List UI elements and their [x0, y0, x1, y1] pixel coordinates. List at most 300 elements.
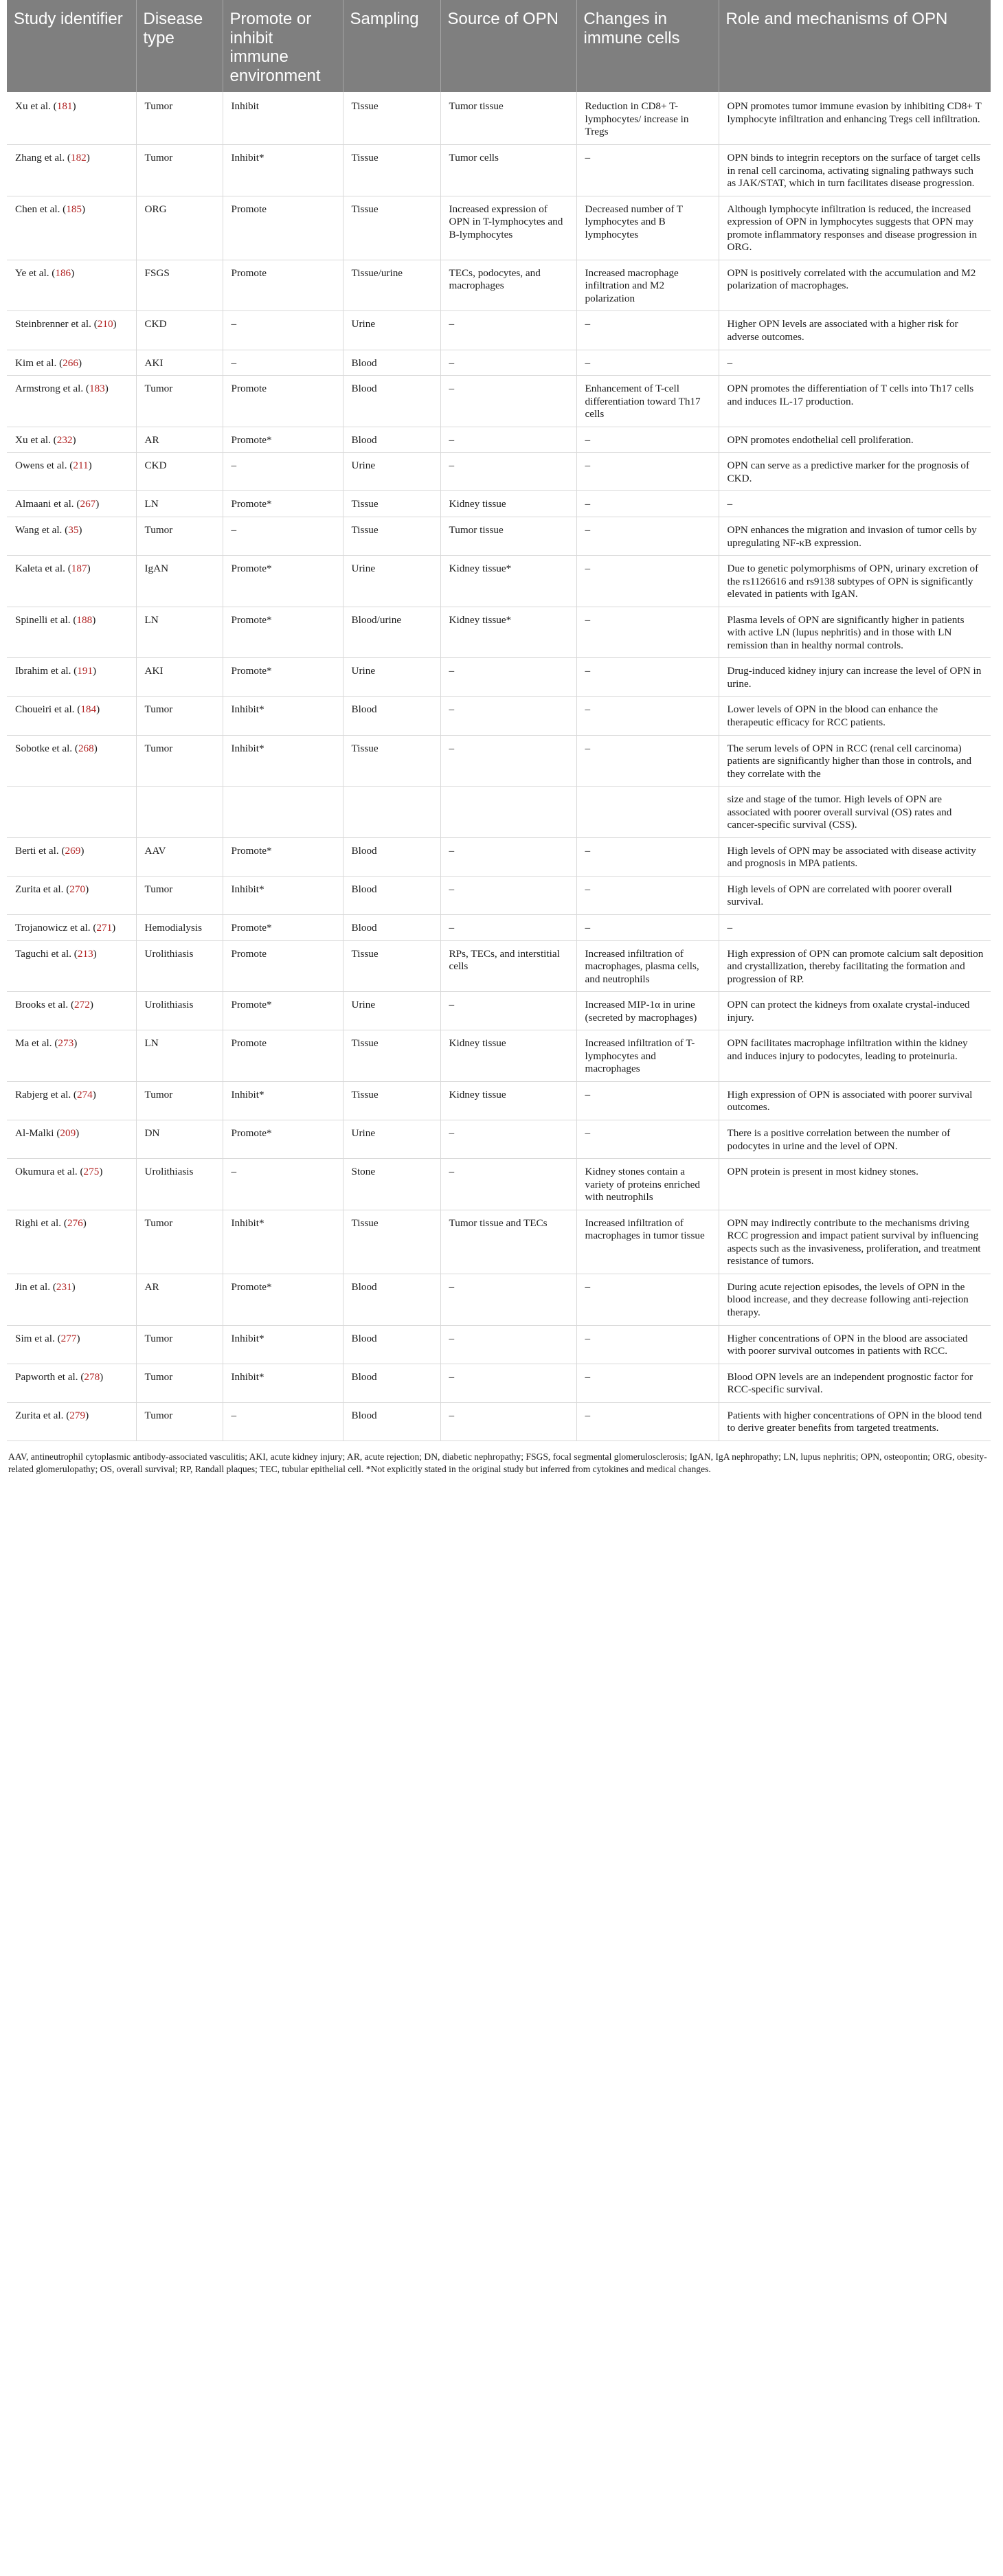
study-paren: ): [104, 383, 109, 395]
cell-source: –: [440, 837, 576, 876]
cell-role: OPN facilitates macrophage infiltration within the kidney and induces injury to podocytes, leading to proteinuria.: [719, 1030, 991, 1082]
cell-role: –: [719, 350, 991, 376]
cell-source: –: [440, 1159, 576, 1210]
study-author: Ibrahim et al. (: [15, 665, 78, 677]
cell-immune: –: [576, 876, 719, 914]
cell-disease: Tumor: [136, 735, 223, 787]
reference-link[interactable]: 184: [80, 703, 97, 716]
cell-sampling: Blood: [343, 1325, 440, 1364]
study-author: Wang et al. (: [15, 523, 69, 536]
study-author: Trojanowicz et al. (: [15, 921, 97, 934]
cell-effect: –: [223, 1159, 343, 1210]
study-paren: ): [74, 1037, 78, 1050]
cell-disease: FSGS: [136, 260, 223, 311]
cell-effect: Inhibit*: [223, 1364, 343, 1402]
cell-source: –: [440, 350, 576, 376]
study-author: Ye et al. (: [15, 267, 56, 279]
cell-effect: Promote*: [223, 837, 343, 876]
cell-effect: Promote*: [223, 992, 343, 1030]
study-author: Zhang et al. (: [15, 152, 71, 164]
cell-source: Tumor tissue: [440, 92, 576, 144]
cell-immune: Increased macrophage infiltration and M2 polarization: [576, 260, 719, 311]
cell-immune: Increased MIP-1α in urine (secreted by macrophages): [576, 992, 719, 1030]
study-author: Papworth et al. (: [15, 1370, 84, 1383]
cell-disease: Tumor: [136, 376, 223, 427]
cell-disease: CKD: [136, 311, 223, 350]
cell-immune: –: [576, 914, 719, 940]
cell-source: –: [440, 376, 576, 427]
reference-link[interactable]: 188: [76, 613, 93, 626]
cell-sampling: Tissue: [343, 517, 440, 555]
cell-study: [7, 1159, 136, 1210]
cell-immune: Reduction in CD8+ T-lymphocytes/ increase in Tregs: [576, 92, 719, 144]
cell-disease: Tumor: [136, 1402, 223, 1440]
cell-effect: –: [223, 311, 343, 350]
column-header-effect: Promote or inhibit immune environment: [223, 0, 343, 92]
cell-source: Kidney tissue*: [440, 607, 576, 658]
reference-link[interactable]: 275: [83, 1166, 100, 1178]
cell-study: [7, 196, 136, 260]
cell-study: [7, 607, 136, 658]
cell-immune: Increased infiltration of T-lymphocytes and macrophages: [576, 1030, 719, 1082]
cell-disease: AAV: [136, 837, 223, 876]
cell-sampling: Tissue: [343, 1081, 440, 1120]
reference-link[interactable]: 279: [69, 1409, 86, 1421]
study-paren: ): [88, 460, 92, 472]
cell-effect: Inhibit*: [223, 735, 343, 787]
table-row: [7, 837, 991, 876]
table-row: [7, 1030, 991, 1082]
cell-source: –: [440, 697, 576, 735]
study-paren: ): [80, 844, 84, 857]
study-author: Okumura et al. (: [15, 1166, 84, 1178]
table-row: [7, 658, 991, 697]
table-row: [7, 427, 991, 453]
cell-role: OPN can serve as a predictive marker for the prognosis of CKD.: [719, 453, 991, 491]
cell-role: There is a positive correlation between the number of podocytes in urine and the level of OPN.: [719, 1120, 991, 1159]
reference-link[interactable]: 271: [96, 921, 113, 934]
cell-role: OPN can protect the kidneys from oxalate crystal-induced injury.: [719, 992, 991, 1030]
cell-sampling: Tissue: [343, 1210, 440, 1274]
cell-immune: Enhancement of T-cell differentiation toward Th17 cells: [576, 376, 719, 427]
study-author: Berti et al. (: [15, 844, 65, 857]
study-paren: ): [78, 523, 82, 536]
study-paren: ): [93, 665, 97, 677]
study-author: Brooks et al. (: [15, 999, 75, 1011]
study-author: Al-Malki (: [15, 1127, 60, 1139]
study-author: Kaleta et al. (: [15, 563, 71, 575]
cell-disease: Urolithiasis: [136, 992, 223, 1030]
cell-source: Kidney tissue: [440, 491, 576, 517]
cell-disease: Tumor: [136, 517, 223, 555]
cell-disease: Urolithiasis: [136, 1159, 223, 1210]
table-row: [7, 311, 991, 350]
column-header-immune: Changes in immune cells: [576, 0, 719, 92]
study-paren: ): [85, 1409, 89, 1421]
cell-immune: –: [576, 1120, 719, 1159]
cell-effect: –: [223, 350, 343, 376]
reference-link[interactable]: 231: [56, 1280, 72, 1293]
cell-sampling: Urine: [343, 453, 440, 491]
cell-role: OPN enhances the migration and invasion of tumor cells by upregulating NF-κB expression.: [719, 517, 991, 555]
cell-immune: –: [576, 1325, 719, 1364]
cell-role: Drug-induced kidney injury can increase the level of OPN in urine.: [719, 658, 991, 697]
reference-link[interactable]: 277: [60, 1332, 77, 1344]
table-row: [7, 1081, 991, 1120]
cell-effect: Promote*: [223, 658, 343, 697]
cell-effect: Promote*: [223, 607, 343, 658]
cell-immune: –: [576, 1402, 719, 1440]
cell-immune: Decreased number of T lymphocytes and B lymphocytes: [576, 196, 719, 260]
cell-sampling: Blood: [343, 837, 440, 876]
study-author: Sobotke et al. (: [15, 742, 78, 754]
cell-source: Kidney tissue: [440, 1030, 576, 1082]
study-author: Spinelli et al. (: [15, 613, 77, 626]
reference-link[interactable]: 268: [78, 742, 94, 754]
cell-sampling: Stone: [343, 1159, 440, 1210]
reference-link[interactable]: 183: [89, 383, 105, 395]
cell-source: –: [440, 1325, 576, 1364]
study-author: Choueiri et al. (: [15, 703, 81, 716]
table-footnote: AAV, antineutrophil cytoplasmic antibody-associated vasculitis; AKI, acute kidney injury; AR, acute rejection; DN, diabetic nephropathy; FSGS, focal segmental glomerulosclerosis; IgAN, IgA nephropathy; LN, lupus nephritis; OPN, osteopontin; ORG, obesity-related glomerulopathy; OS, overall survival; RP, Randall plaques; TEC, tubular epithelial cell. *Not explicitly stated in the original study but inferred from cytokines and medical changes.: [8, 1451, 987, 1475]
table-row: [7, 697, 991, 735]
cell-source: –: [440, 1402, 576, 1440]
cell-effect: Promote*: [223, 1274, 343, 1325]
reference-link[interactable]: 273: [58, 1037, 74, 1050]
cell-role: –: [719, 491, 991, 517]
cell-sampling: Urine: [343, 992, 440, 1030]
cell-immune: –: [576, 607, 719, 658]
cell-disease: Tumor: [136, 1210, 223, 1274]
table-row: [7, 196, 991, 260]
cell-immune: [576, 787, 719, 838]
study-paren: ): [95, 498, 100, 510]
cell-sampling: Tissue: [343, 145, 440, 196]
cell-disease: Tumor: [136, 92, 223, 144]
cell-role: OPN protein is present in most kidney stones.: [719, 1159, 991, 1210]
cell-study: [7, 1325, 136, 1364]
cell-immune: –: [576, 517, 719, 555]
cell-source: –: [440, 1120, 576, 1159]
column-header-role: Role and mechanisms of OPN: [719, 0, 991, 92]
cell-disease: Tumor: [136, 876, 223, 914]
study-author: Rabjerg et al. (: [15, 1088, 77, 1100]
study-author: Xu et al. (: [15, 433, 57, 446]
cell-effect: Promote: [223, 376, 343, 427]
cell-study: [7, 658, 136, 697]
table-row: [7, 491, 991, 517]
study-paren: ): [71, 267, 75, 279]
table-row: [7, 735, 991, 787]
cell-sampling: Blood: [343, 914, 440, 940]
cell-source: –: [440, 735, 576, 787]
cell-sampling: Blood: [343, 1402, 440, 1440]
cell-role: OPN binds to integrin receptors on the surface of target cells in renal cell carcinoma, activating signaling pathways such as JAK/STAT, which in turn facilitates disease progression.: [719, 145, 991, 196]
cell-sampling: Blood/urine: [343, 607, 440, 658]
cell-study: [7, 1081, 136, 1120]
table-row: [7, 787, 991, 838]
column-header-source: Source of OPN: [440, 0, 576, 92]
study-paren: ): [72, 100, 76, 113]
cell-source: –: [440, 1364, 576, 1402]
study-paren: ): [113, 318, 117, 330]
cell-disease: AR: [136, 427, 223, 453]
reference-link[interactable]: 278: [84, 1370, 100, 1383]
cell-role: High expression of OPN can promote calcium salt deposition and crystallization, thereby facilitating the formation and progression of RP.: [719, 940, 991, 992]
cell-effect: Promote*: [223, 491, 343, 517]
reference-link[interactable]: 274: [76, 1088, 93, 1100]
cell-sampling: Urine: [343, 556, 440, 607]
cell-role: Lower levels of OPN in the blood can enhance the therapeutic efficacy for RCC patients.: [719, 697, 991, 735]
cell-effect: Inhibit*: [223, 1081, 343, 1120]
cell-role: The serum levels of OPN in RCC (renal cell carcinoma) patients are significantly higher than those in controls, and they correlate with the: [719, 735, 991, 787]
cell-effect: Promote*: [223, 1120, 343, 1159]
table-row: [7, 517, 991, 555]
reference-link[interactable]: 210: [97, 318, 113, 330]
cell-role: Although lymphocyte infiltration is reduced, the increased expression of OPN in lymphocytes suggests that OPN may promote inflammatory responses and disease progression in ORG.: [719, 196, 991, 260]
table-row: [7, 940, 991, 992]
reference-link[interactable]: 191: [77, 665, 93, 677]
cell-source: RPs, TECs, and interstitial cells: [440, 940, 576, 992]
table-row: [7, 556, 991, 607]
cell-disease: LN: [136, 607, 223, 658]
study-paren: ): [85, 883, 89, 895]
cell-disease: [136, 787, 223, 838]
study-paren: ): [72, 433, 76, 446]
table-row: [7, 1364, 991, 1402]
table-row: [7, 607, 991, 658]
cell-immune: –: [576, 837, 719, 876]
reference-link[interactable]: 267: [80, 498, 96, 510]
cell-role: OPN promotes tumor immune evasion by inhibiting CD8+ T lymphocyte infiltration and enhancing Tregs cell infiltration.: [719, 92, 991, 144]
cell-sampling: Urine: [343, 658, 440, 697]
study-paren: ): [78, 357, 82, 369]
cell-disease: AKI: [136, 350, 223, 376]
cell-source: TECs, podocytes, and macrophages: [440, 260, 576, 311]
cell-study: [7, 92, 136, 144]
study-author: Chen et al. (: [15, 203, 67, 215]
table-row: [7, 1120, 991, 1159]
reference-link[interactable]: 232: [56, 433, 73, 446]
cell-role: High expression of OPN is associated with poorer survival outcomes.: [719, 1081, 991, 1120]
table-row: [7, 992, 991, 1030]
cell-role: OPN promotes the differentiation of T cells into Th17 cells and induces IL-17 production.: [719, 376, 991, 427]
table-row: [7, 376, 991, 427]
cell-study: [7, 787, 136, 838]
table-row: [7, 92, 991, 144]
reference-link[interactable]: 186: [55, 267, 71, 279]
cell-sampling: Tissue: [343, 1030, 440, 1082]
cell-immune: Kidney stones contain a variety of proteins enriched with neutrophils: [576, 1159, 719, 1210]
cell-sampling: Urine: [343, 311, 440, 350]
cell-study: [7, 1210, 136, 1274]
study-paren: ): [87, 563, 91, 575]
study-author: Owens et al. (: [15, 460, 74, 472]
cell-effect: Promote*: [223, 427, 343, 453]
study-paren: ): [96, 703, 100, 716]
cell-source: –: [440, 453, 576, 491]
cell-immune: –: [576, 658, 719, 697]
reference-link[interactable]: 211: [73, 460, 89, 472]
reference-link[interactable]: 181: [56, 100, 73, 113]
cell-source: [440, 787, 576, 838]
cell-sampling: Blood: [343, 427, 440, 453]
cell-source: –: [440, 1274, 576, 1325]
cell-study: [7, 453, 136, 491]
cell-source: Tumor tissue: [440, 517, 576, 555]
cell-effect: Inhibit*: [223, 876, 343, 914]
cell-disease: LN: [136, 491, 223, 517]
cell-role: Due to genetic polymorphisms of OPN, urinary excretion of the rs1126616 and rs9138 subtypes of OPN is significantly elevated in patients with IgAN.: [719, 556, 991, 607]
cell-role: size and stage of the tumor. High levels of OPN are associated with poorer overall survival (OS) rates and cancer-specific survival (CSS).: [719, 787, 991, 838]
cell-role: Plasma levels of OPN are significantly higher in patients with active LN (lupus nephritis) and in those with LN remission than in healthy normal controls.: [719, 607, 991, 658]
cell-immune: –: [576, 1081, 719, 1120]
study-paren: ): [82, 203, 86, 215]
cell-effect: Inhibit: [223, 92, 343, 144]
cell-disease: ORG: [136, 196, 223, 260]
cell-sampling: Tissue/urine: [343, 260, 440, 311]
cell-effect: Inhibit*: [223, 1210, 343, 1274]
cell-source: –: [440, 914, 576, 940]
cell-source: Tumor tissue and TECs: [440, 1210, 576, 1274]
study-author: Sim et al. (: [15, 1332, 61, 1344]
cell-sampling: Tissue: [343, 92, 440, 144]
study-paren: ): [93, 947, 97, 960]
cell-disease: AR: [136, 1274, 223, 1325]
cell-study: [7, 1120, 136, 1159]
cell-immune: –: [576, 350, 719, 376]
cell-effect: Promote: [223, 196, 343, 260]
study-paren: ): [92, 1088, 96, 1100]
study-paren: ): [71, 1280, 76, 1293]
cell-disease: Hemodialysis: [136, 914, 223, 940]
cell-immune: Increased infiltration of macrophages, plasma cells, and neutrophils: [576, 940, 719, 992]
cell-study: [7, 260, 136, 311]
cell-immune: –: [576, 556, 719, 607]
cell-role: Higher concentrations of OPN in the blood are associated with poorer survival outcomes in patients with RCC.: [719, 1325, 991, 1364]
cell-sampling: Tissue: [343, 196, 440, 260]
reference-link[interactable]: 185: [66, 203, 82, 215]
cell-effect: Promote: [223, 260, 343, 311]
study-paren: ): [76, 1127, 80, 1139]
cell-study: [7, 376, 136, 427]
cell-disease: Tumor: [136, 1364, 223, 1402]
study-paren: ): [89, 999, 93, 1011]
cell-effect: Promote: [223, 940, 343, 992]
cell-immune: –: [576, 145, 719, 196]
study-author: Xu et al. (: [15, 100, 57, 113]
column-header-disease: Disease type: [136, 0, 223, 92]
reference-link[interactable]: 270: [69, 883, 86, 895]
cell-effect: –: [223, 453, 343, 491]
cell-study: [7, 1402, 136, 1440]
cell-disease: DN: [136, 1120, 223, 1159]
cell-study: [7, 311, 136, 350]
study-author: Steinbrenner et al. (: [15, 318, 98, 330]
cell-study: [7, 697, 136, 735]
cell-effect: Inhibit*: [223, 1325, 343, 1364]
table-row: [7, 1274, 991, 1325]
cell-immune: Increased infiltration of macrophages in tumor tissue: [576, 1210, 719, 1274]
cell-study: [7, 427, 136, 453]
reference-link[interactable]: 35: [68, 523, 79, 536]
table-row: [7, 260, 991, 311]
cell-effect: Promote*: [223, 914, 343, 940]
study-author: Zurita et al. (: [15, 883, 70, 895]
cell-disease: LN: [136, 1030, 223, 1082]
cell-sampling: Blood: [343, 1364, 440, 1402]
cell-role: –: [719, 914, 991, 940]
reference-link[interactable]: 269: [65, 844, 81, 857]
reference-link[interactable]: 209: [60, 1127, 76, 1139]
reference-link[interactable]: 213: [77, 947, 93, 960]
cell-disease: Tumor: [136, 145, 223, 196]
cell-disease: Tumor: [136, 1081, 223, 1120]
cell-effect: Inhibit*: [223, 697, 343, 735]
cell-source: –: [440, 876, 576, 914]
reference-link[interactable]: 187: [71, 563, 87, 575]
cell-role: Patients with higher concentrations of OPN in the blood tend to derive greater benefits from targeted treatments.: [719, 1402, 991, 1440]
reference-link[interactable]: 272: [74, 999, 90, 1011]
cell-sampling: Tissue: [343, 735, 440, 787]
cell-study: [7, 491, 136, 517]
cell-sampling: Blood: [343, 697, 440, 735]
study-paren: ): [92, 613, 96, 626]
column-header-study: Study identifier: [7, 0, 136, 92]
cell-study: [7, 876, 136, 914]
study-author: Almaani et al. (: [15, 498, 80, 510]
cell-sampling: Blood: [343, 376, 440, 427]
cell-role: OPN may indirectly contribute to the mechanisms driving RCC progression and impact patient survival by influencing aspects such as the invasiveness, proliferation, and treatment resistance of tumors.: [719, 1210, 991, 1274]
table-row: [7, 350, 991, 376]
cell-effect: –: [223, 1402, 343, 1440]
study-paren: ): [112, 921, 116, 934]
table-body: [7, 92, 991, 1440]
cell-role: OPN promotes endothelial cell proliferation.: [719, 427, 991, 453]
reference-link[interactable]: 276: [67, 1217, 83, 1229]
cell-immune: –: [576, 697, 719, 735]
cell-sampling: Urine: [343, 1120, 440, 1159]
cell-immune: –: [576, 1274, 719, 1325]
cell-source: –: [440, 311, 576, 350]
study-author: Ma et al. (: [15, 1037, 58, 1050]
study-paren: ): [99, 1166, 103, 1178]
reference-link[interactable]: 266: [63, 357, 78, 369]
cell-role: During acute rejection episodes, the levels of OPN in the blood increase, and they decrease following anti-rejection therapy.: [719, 1274, 991, 1325]
study-author: Zurita et al. (: [15, 1409, 70, 1421]
cell-study: [7, 735, 136, 787]
reference-link[interactable]: 182: [70, 152, 87, 164]
cell-sampling: Tissue: [343, 491, 440, 517]
study-paren: ): [93, 742, 98, 754]
cell-disease: Tumor: [136, 1325, 223, 1364]
cell-effect: Promote: [223, 1030, 343, 1082]
cell-immune: –: [576, 453, 719, 491]
cell-role: OPN is positively correlated with the accumulation and M2 polarization of macrophages.: [719, 260, 991, 311]
table-row: [7, 876, 991, 914]
cell-effect: Inhibit*: [223, 145, 343, 196]
cell-sampling: Blood: [343, 1274, 440, 1325]
cell-sampling: Tissue: [343, 940, 440, 992]
cell-disease: CKD: [136, 453, 223, 491]
cell-disease: Urolithiasis: [136, 940, 223, 992]
cell-role: High levels of OPN may be associated with disease activity and prognosis in MPA patients.: [719, 837, 991, 876]
table-header: [7, 0, 991, 92]
cell-effect: Promote*: [223, 556, 343, 607]
cell-study: [7, 556, 136, 607]
cell-immune: –: [576, 735, 719, 787]
cell-study: [7, 1274, 136, 1325]
